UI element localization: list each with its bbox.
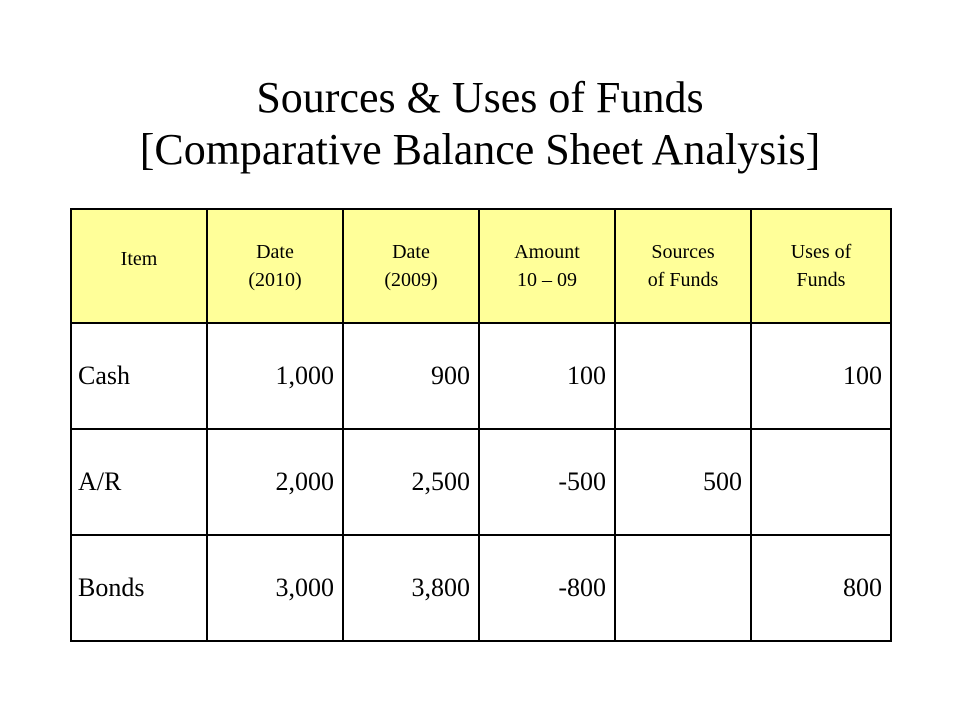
title-line-2: [Comparative Balance Sheet Analysis] [139,125,821,174]
header-date-2010-line1: Date [256,241,294,263]
header-date-2009 [343,209,479,323]
header-date-2009-line1: Date [392,241,430,263]
cell-item: Bonds [71,535,207,641]
table-row [71,429,891,535]
cell-amount: -800 [479,535,615,641]
header-amount-line2: 10 – 09 [517,269,577,291]
funds-table [70,208,892,642]
cell-date-2009: 900 [343,323,479,429]
header-sources-of-funds [615,209,751,323]
header-date-2010 [207,209,343,323]
header-amount-line1: Amount [514,241,580,263]
cell-date-2009: 3,800 [343,535,479,641]
cell-sources: 500 [615,429,751,535]
header-date-2009-line2: (2009) [384,269,438,291]
cell-item: A/R [71,429,207,535]
cell-sources [615,323,751,429]
cell-amount: -500 [479,429,615,535]
cell-amount: 100 [479,323,615,429]
table-header-row [71,209,891,323]
cell-date-2010: 3,000 [207,535,343,641]
header-date-2010-line2: (2010) [248,269,302,291]
cell-sources [615,535,751,641]
slide-title [0,72,960,176]
header-sources-line1: Sources [651,241,715,263]
header-sources-line2: of Funds [647,269,719,291]
cell-uses: 800 [751,535,891,641]
table-row [71,323,891,429]
header-item [71,209,207,323]
header-item-label: Item [120,248,158,270]
header-uses-of-funds [751,209,891,323]
header-amount [479,209,615,323]
header-uses-line2: Funds [796,269,846,291]
title-line-1: Sources & Uses of Funds [256,73,704,122]
cell-date-2010: 1,000 [207,323,343,429]
table-row [71,535,891,641]
cell-uses [751,429,891,535]
cell-date-2010: 2,000 [207,429,343,535]
cell-date-2009: 2,500 [343,429,479,535]
header-uses-line1: Uses of [790,241,852,263]
cell-item: Cash [71,323,207,429]
cell-uses: 100 [751,323,891,429]
